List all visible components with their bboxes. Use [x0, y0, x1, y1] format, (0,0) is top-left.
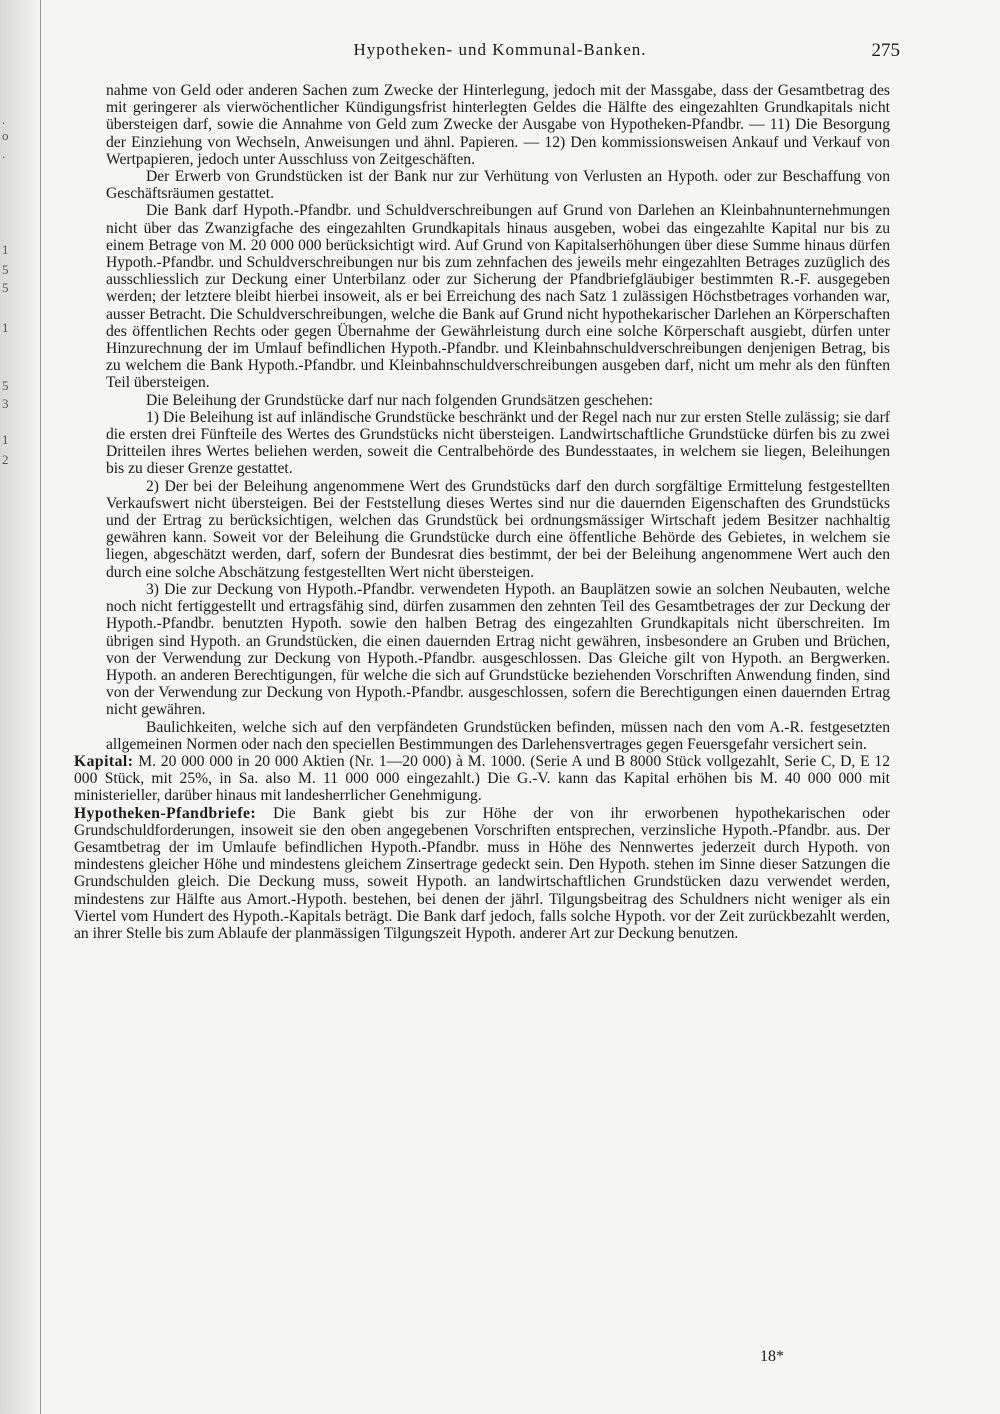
margin-mark: o [2, 128, 9, 143]
margin-mark: 5 [2, 280, 9, 295]
page-header [100, 40, 900, 66]
margin-mark: 5 [2, 378, 9, 393]
section-text-pfandbriefe: Die Bank giebt bis zur Höhe der von ihr erworbenen hypothekarischen oder Grundschuldforderungen, insoweit sie den oben angegebenen Vorschriften entsprechen, verzinsliche Hypoth.-Pfandbr. aus. Der Gesamtbetrag der im Umlaufe befindlichen Hypoth.-Pfandbr. muss in Höhe des Nennwertes jederzeit durch Hypoth. von mindestens gleicher Höhe und mindestens gleichem Zinsertrage gedeckt sein. Den Hypoth. stehen im Sinne dieser Satzungen die Grundschulden gleich. Die Deckung muss, soweit Hypoth. an landwirtschaftlichen Grundstücken dazu verwendet werden, mindestens zur Hälfte aus Amort.-Hypoth. bestehen, bei denen der jährl. Tilgungsbeitrag des Schuldners nicht weniger als ein Viertel vom Hundert des Hypoth.-Kapitals beträgt. Die Bank darf jedoch, falls solche Hypoth. vor der Zeit zurückbezahlt werden, an ihrer Stelle bis zum Ablaufe der planmässigen Tilgungszeit Hypoth. anderer Art zur Deckung benutzen. [74, 804, 890, 942]
margin-mark: 5 [2, 262, 9, 277]
section-text-kapital: M. 20 000 000 in 20 000 Aktien (Nr. 1—20 000) à M. 1000. (Serie A und B 8000 Stück vollgezahlt, Serie C, D, E 12 000 Stück, mit 25%, in Sa. also M. 11 000 000 eingezahlt.) Die G.-V. kann das Kapital erhöhen bis M. 40 000 000 mit ministerieller, darüber hinaus mit landesherrlicher Genehmigung. [74, 752, 890, 805]
section-pfandbriefe [74, 805, 890, 943]
paragraph-beleihung-intro: Die Beleihung der Grundstücke darf nur nach folgenden Grundsätzen geschehen: [146, 391, 654, 409]
paragraph-beleihung-3: 3) Die zur Deckung von Hypoth.-Pfandbr. verwendeten Hypoth. an Bauplätzen sowie an solchen Neubauten, welche noch nicht fertiggestellt und ertragsfähig sind, dürfen zusammen den zehnten Teil des Gesamtbetrages der zur Deckung der Hypoth.-Pfandbr. benutzten Hypoth. sowie den halben Betrag des eingezahlten Grundkapitals nicht überschreiten. Im übrigen sind Hypoth. an Grundstücken, die einen dauernden Ertrag nicht gewähren, insbesondere an Gruben und Brüchen, von der Verwendung zur Deckung von Hypoth.-Pfandbr. ausgeschlossen. Das Gleiche gilt von Hypoth. an Bergwerken. Hypoth. an anderen Berechtigungen, für welche die sich auf Grundstücke beziehenden Vorschriften Anwendung finden, sind von der Verwendung zur Deckung von Hypoth.-Pfandbr. ausgeschlossen, sofern die Berechtigungen einen dauernden Ertrag nicht gewähren. [106, 580, 890, 719]
page-number: 275 [871, 40, 900, 61]
running-title: Hypotheken- und Kommunal-Banken. [353, 40, 647, 59]
paragraph-continuation: nahme von Geld oder anderen Sachen zum Zwecke der Hinterlegung, jedoch mit der Massgabe, dass der Gesamtbetrag des mit geringerer als vierwöchentlicher Kündigungsfrist hinterlegten Geldes die Hälfte des eingezahlten Grundkapitals nicht übersteigen darf, sowie die Annahme von Geld zum Zwecke der Ausgabe von Hypotheken-Pfandbr. — 11) Die Besorgung der Einziehung von Wechseln, Anweisungen und ähnl. Papieren. — 12) Den kommissionsweisen Ankauf und Verkauf von Wertpapieren, jedoch unter Ausschluss von Zeitgeschäften. [106, 82, 890, 168]
page-body [74, 82, 890, 942]
margin-mark: 1 [2, 320, 9, 335]
margin-mark: 2 [2, 452, 9, 467]
margin-mark: 1 [2, 242, 9, 257]
section-heading-kapital: Kapital: [74, 752, 134, 770]
paragraph-grundstuecke: Der Erwerb von Grundstücken ist der Bank nur zur Verhütung von Verlusten an Hypoth. oder zur Beschaffung von Geschäftsräumen gestattet. [106, 168, 890, 203]
signature-mark: 18* [760, 1348, 784, 1365]
adjacent-page-gutter [0, 0, 41, 1414]
paragraph-baulichkeiten: Baulichkeiten, welche sich auf den verpfändeten Grundstücken befinden, müssen nach den vom A.-R. festgesetzten allgemeinen Normen oder nach den speciellen Bestimmungen des Darlehensvertrages gegen Feuersgefahr versichert sein. [106, 718, 890, 753]
margin-mark: 1 [2, 432, 9, 447]
paragraph-ausgabegrenze: Die Bank darf Hypoth.-Pfandbr. und Schuldverschreibungen auf Grund von Darlehen an Kleinbahnunternehmungen nicht über das Zwanzigfache des eingezahlten Grundkapitals hinaus ausgeben, wobei das eingezahlte Kapital nur bis zu einem Betrage von M. 20 000 000 berücksichtigt wird. Auf Grund von Kapitalserhöhungen über diese Summe hinaus dürfen Hypoth.-Pfandbr. und Schuldverschreibungen nur bis zum zehnfachen des jeweils mehr eingezahlten Betrages zuzüglich des ausschliesslich zur Deckung einer Unterbilanz oder zur Sicherung der Pfandbriefgläubiger bestimmten R.-F. ausgegeben werden; der letztere bleibt hierbei insoweit, als er bei Erreichung des nach Satz 1 zulässigen Höchstbetrages vorhanden war, ausser Betracht. Die Schuldverschreibungen, welche die Bank auf Grund nicht hypothekarischer Darlehen an Körperschaften des öffentlichen Rechts oder gegen Übernahme der Gewährleistung durch eine solche Körperschaft ausgiebt, dürfen unter Hinzurechnung der im Umlauf befindlichen Hypoth.-Pfandbr. und Kleinbahnschuldverschreibungen denjenigen Betrag, bis zu welchem die Bank Hypoth.-Pfandbr. und Kleinbahnschuldverschreibungen ausgeben darf, nicht um mehr als den fünften Teil übersteigen. [106, 202, 890, 392]
paragraph-beleihung-1: 1) Die Beleihung ist auf inländische Grundstücke beschränkt und der Regel nach nur zur ersten Stelle zulässig; sie darf die ersten drei Fünfteile des Wertes des Grundstücks nicht übersteigen. Landwirtschaftliche Grundstücke dürfen bis zu zwei Dritteilen ihres Wertes beliehen werden, soweit die Centralbehörde des Bundesstaates, in welchem sie liegen, Beleihungen bis zu dieser Grenze gestattet. [106, 408, 890, 478]
margin-mark: . [2, 112, 6, 127]
margin-mark: 3 [2, 396, 9, 411]
paragraph-beleihung-2: 2) Der bei der Beleihung angenommene Wert des Grundstücks darf den durch sorgfältige Ermittelung festgestellten Verkaufswert nicht übersteigen. Bei der Feststellung dieses Wertes sind nur die dauernden Eigenschaften des Grundstücks und der Ertrag zu berücksichtigen, welchen das Grundstück bei ordnungsmässiger Wirtschaft jedem Besitzer nachhaltig gewähren kann. Soweit vor der Beleihung die Grundstücke durch eine öffentliche Behörde des Gebietes, in welchem sie liegen, abgeschätzt werden, darf, sofern der Bundesrat dies bestimmt, der bei der Beleihung angenommene Wert auch den durch eine solche Abschätzung festgestellten Wert nicht übersteigen. [106, 477, 890, 581]
section-heading-pfandbriefe: Hypotheken-Pfandbriefe: [74, 804, 257, 822]
section-kapital [74, 753, 890, 805]
margin-mark: . [2, 146, 6, 161]
